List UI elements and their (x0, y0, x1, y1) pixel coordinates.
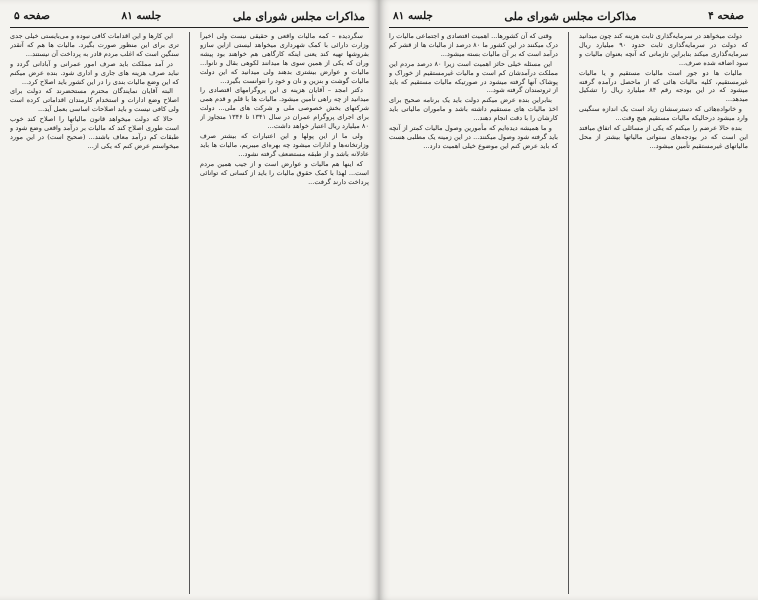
right-page (379, 0, 758, 600)
paragraph: سگردیده – کمه مالیات واقعی و حقیقی نیست ولی اخیراً وزارت دارائی با کمک شهرداری میخواهد لیستی ازاین سازو بفروشها تهیه کند یعنی اینکه کارگاهی هم خواهند بود پیشه وران که یکی از همین سوی ها میدانند لکوهی بقال و نانوا... مالیات و عوارض بیشتری بدهند ولی میدانید که این دولت مالیات گوشت و بنزین و نان و خود را نتوانست بگیرد... (200, 32, 369, 85)
paragraph: و خانواده‌هائی که دسترسشان زیاد است یک اندازه سنگینی وارد میشود درحالیکه مالیات مستقیم هیچ وقت... (579, 105, 748, 123)
paragraph: البته آقایان نمایندگان محترم مستحضرند که دولت برای اصلاح وضع ادارات و استخدام کارمندان اقداماتی کرده است ولی کافی نیست و باید اصلاحات اساسی بعمل آید... (10, 87, 179, 114)
right-session-label: جلسه ۸۱ (393, 10, 433, 22)
paragraph: این کارها و این اقدامات کافی نبوده و می‌بایستی خیلی جدی تری برای این منظور صورت بگیرد. مالیات ها هم که آنقدر سنگین است که اغلب مردم قادر به پرداخت آن نیستند... (10, 32, 179, 58)
paragraph: این مسئله خیلی حائز اهمیت است زیرا ۸۰ درصد مردم این مملکت درآمدشان کم است و مالیات غیرمستقیم از خوراک و پوشاک آنها گرفته میشود در صورتیکه مالیات مستقیم که باید از ثروتمندان گرفته شود... (389, 59, 558, 95)
paragraph: که اینها هم مالیات و عوارض است و از جیب همین مردم است... لهذا با کمک حقوق مالیات را باید از کسانی که توانائی پرداخت دارند گرفت... (200, 159, 369, 186)
paragraph: بنابراین بنده عرض میکنم دولت باید یک برنامه صحیح برای اخذ مالیات های مستقیم داشته باشد و ماموران مالیاتی باید کارشان را با دقت انجام دهند... (389, 96, 558, 123)
left-page-header (10, 6, 369, 28)
right-running-title: مذاکرات مجلس شورای ملی (504, 9, 637, 23)
left-page-number: صفحه ۵ (14, 10, 50, 22)
right-page-col-left (389, 32, 558, 594)
left-page-col-left (10, 32, 179, 594)
right-page-columns (389, 32, 748, 594)
right-page-number: صفحه ۴ (708, 10, 744, 22)
left-page-col-right (200, 32, 369, 594)
paragraph: در آمد مملکت باید صرف امور عمرانی و آبادانی گردد و نباید صرف هزینه های جاری و اداری شود. بنده عرض میکنم که این وضع مالیات بندی را در این کشور باید اصلاح کرد... (10, 59, 179, 86)
right-page-col-right (579, 32, 748, 594)
paragraph: دولت میخواهد در سرمایه‌گذاری ثابت هزینه کند چون میدانید که دولت در سرمایه‌گذاری ثابت حدود ۹۰ میلیارد ریال سرمایه‌گذاری میکند بنابراین تازمانی که آنچه بعنوان مالیات و سود اضافه شده صرف... (579, 32, 748, 67)
right-page-header (389, 6, 748, 28)
paragraph: و ما همیشه دیده‌ایم که مأمورین وصول مالیات کمتر از آنچه باید گرفته شود وصول میکنند... در این زمینه یک مطلبی هست که باید عرض کنم این موضوع خیلی اهمیت دارد... (389, 124, 558, 150)
paragraph: دکتر امجد – آقایان هزینه ی این پروگرامهای اقتصادی را میدانید از چه راهی تأمین میشود. مالیات ها با قلم و قدم همی شرکتهای بخش خصوصی ملی و شرکت های ملی... دولت برای اجرای پروگرام عمران در سال ۱۳۴۱ تا ۱۳۴۶ متجاوز از ۸۰ میلیارد ریال اعتبار خواهد داشت... (200, 86, 369, 131)
paragraph: مالیات ها دو جور است مالیات مستقیم و یا مالیات غیرمستقیم، کلیه مالیات هائی که از ماحصل درآمده گرفته میشود که در این بودجه رقم ۸۴ میلیارد ریال را تشکیل میدهد... (579, 68, 748, 104)
paragraph: وقتی که آن کشورها... اهمیت اقتصادی و اجتماعی مالیات را درک میکنند در این کشور ما ۸۰ درصد از مالیات ها از قشر کم درآمد است که بر آن مالیات بسته میشود... (389, 32, 558, 58)
paragraph: ولی ما از این پولها و این اعتبارات که بیشتر صرف وزارتخانه‌ها و ادارات میشود چه بهره‌ای میبریم، مالیات ها باید عادلانه باشد و از طبقه مستضعف گرفته نشود... (200, 131, 369, 158)
paragraph: حالا که دولت میخواهد قانون مالیاتها را اصلاح کند خوب است طوری اصلاح کند که مالیات بر درآمد واقعی وضع شود و طبقات کم درآمد معاف باشند... (صحیح است) در این مورد میخواستم عرض کنم که یکی از... (10, 115, 179, 150)
paragraph: بنده حالا عرضم را میکنم که یکی از مسائلی که اتفاق میافتد این است که در بودجه‌های سنواتی مالیاتها بیشتر از محل مالیاتهای غیرمستقیم تأمین میشود... (579, 124, 748, 150)
left-running-title: مذاکرات مجلس شورای ملی (232, 9, 365, 23)
column-rule (189, 32, 190, 594)
column-rule (568, 32, 569, 594)
left-page-columns (10, 32, 369, 594)
left-session-label: جلسه ۸۱ (121, 10, 162, 22)
